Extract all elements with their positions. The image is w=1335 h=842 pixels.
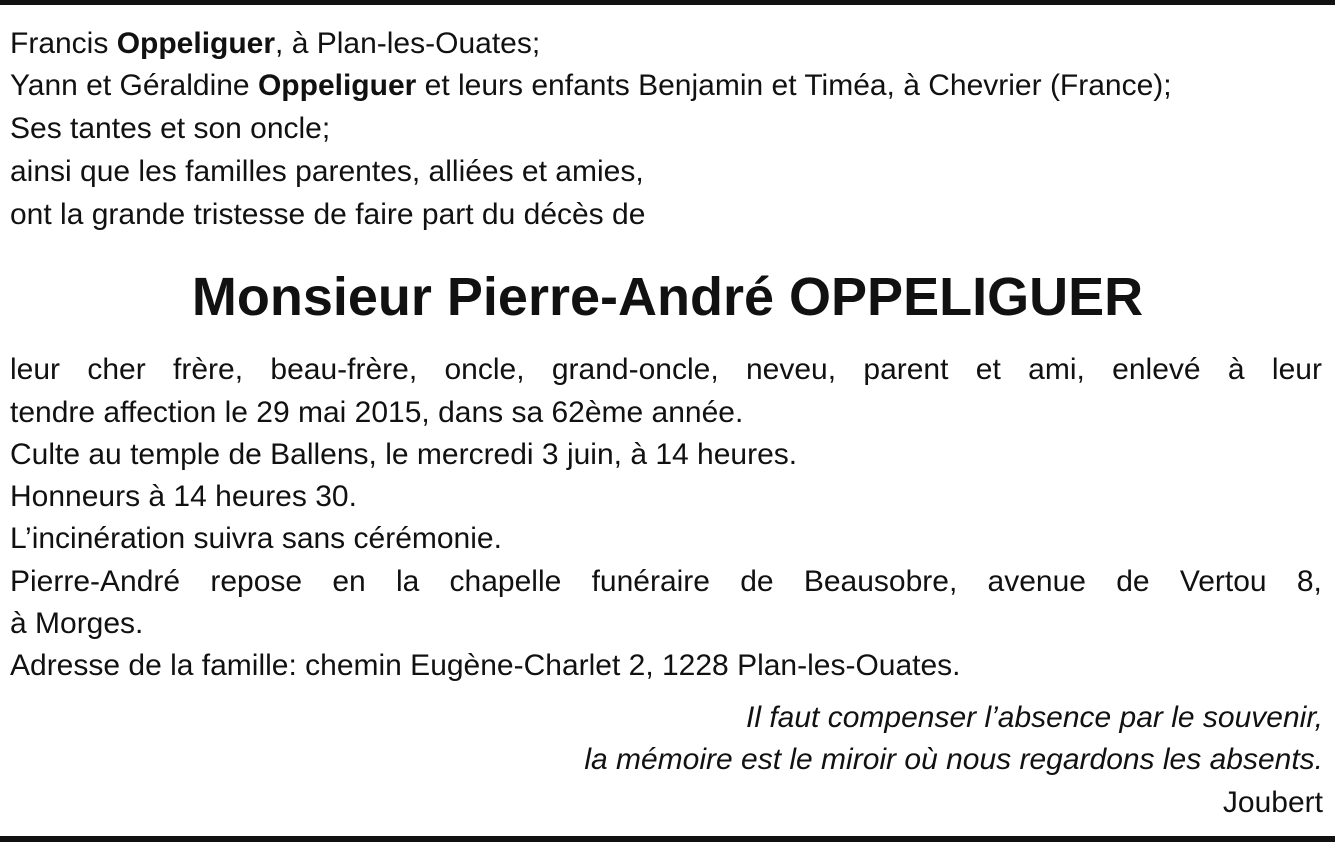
word: leur [1271, 353, 1322, 386]
quote-line-2: la mémoire est le miroir où nous regardons les absents. [584, 743, 1323, 776]
word: funéraire [591, 565, 710, 598]
intro-line-5: ont la grande tristesse de faire part du décès de [10, 198, 646, 231]
body-line-5: L’incinération suivra sans cérémonie. [10, 522, 502, 555]
intro-line-1-suffix: , à Plan-les-Ouates; [275, 27, 541, 60]
word: à [1227, 353, 1245, 386]
body-line-6 [10, 564, 1322, 600]
deceased-name-text: Monsieur Pierre-André OPPELIGUER [191, 267, 1144, 327]
intro-line-1 [10, 26, 540, 62]
intro-line-1-prefix: Francis [10, 27, 117, 60]
quote-line-1: Il faut compenser l’absence par le souvenir, [746, 701, 1323, 734]
body-line-1 [10, 352, 1322, 388]
word: Beausobre, [803, 565, 958, 598]
quote-author: Joubert [1222, 786, 1323, 819]
intro-line-2-suffix: et leurs enfants Benjamin et Timéa, à Chevrier (France); [416, 69, 1172, 102]
top-rule [0, 0, 1335, 5]
body-line-2: tendre affection le 29 mai 2015, dans sa 62ème année. [10, 396, 744, 429]
word: neveu, [745, 353, 837, 386]
word: leur [10, 353, 61, 386]
word: Pierre-André [10, 565, 181, 598]
word: de [1116, 565, 1150, 598]
intro-line-2-prefix: Yann et Géraldine [10, 69, 258, 102]
intro-line-2-surname: Oppeliguer [257, 69, 417, 102]
intro-line-2 [10, 68, 1172, 104]
word: grand-oncle, [551, 353, 719, 386]
deceased-name [0, 264, 1335, 330]
intro-line-4: ainsi que les familles parentes, alliées et amies, [10, 155, 644, 188]
word: frère, [173, 353, 244, 386]
word: avenue [987, 565, 1086, 598]
word: et [975, 353, 1001, 386]
body-line-8: Adresse de la famille: chemin Eugène-Charlet 2, 1228 Plan-les-Ouates. [10, 649, 961, 682]
word: beau-frère, [270, 353, 418, 386]
word: parent [863, 353, 949, 386]
body-line-3: Culte au temple de Ballens, le mercredi 3 juin, à 14 heures. [10, 438, 798, 471]
word: Vertou [1179, 565, 1267, 598]
intro-line-3: Ses tantes et son oncle; [10, 112, 331, 145]
word: oncle, [444, 353, 525, 386]
word: 8, [1296, 565, 1322, 598]
bottom-rule [0, 836, 1335, 842]
body-line-4: Honneurs à 14 heures 30. [10, 480, 357, 513]
word: cher [87, 353, 146, 386]
word: la [395, 565, 420, 598]
intro-line-1-surname: Oppeliguer [116, 27, 276, 60]
word: ami, [1028, 353, 1085, 386]
word: repose [210, 565, 303, 598]
word: de [740, 565, 774, 598]
word: enlevé [1112, 353, 1201, 386]
word: en [332, 565, 366, 598]
body-line-7: à Morges. [10, 607, 144, 640]
word: chapelle [449, 565, 562, 598]
